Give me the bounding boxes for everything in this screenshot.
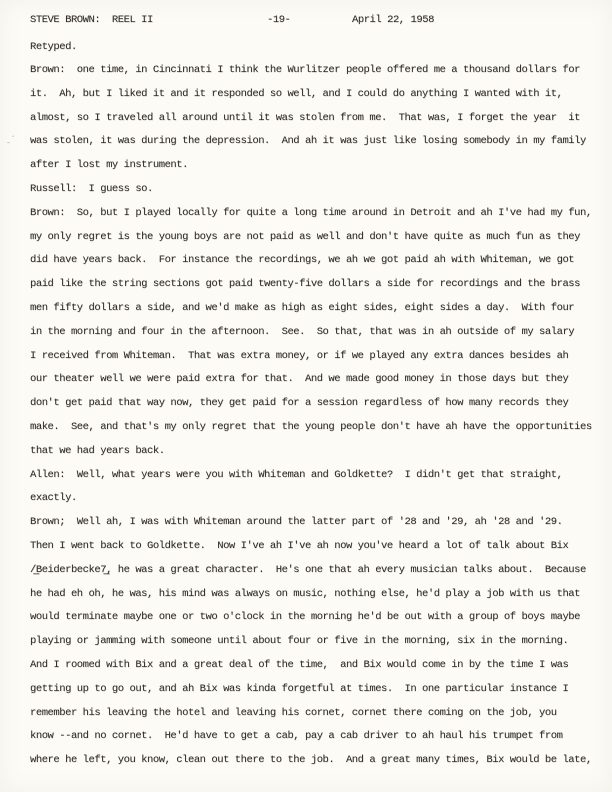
transcript-line: Brown: So, but I played locally for quite a long time around in Detroit and ah I've had my fun, — [30, 206, 592, 219]
transcript-line: Brown: one time, in Cincinnati I think the Wurlitzer people offered me a thousand dollars for — [30, 64, 580, 76]
transcript-line: remember his leaving the hotel and leaving his cornet, cornet there coming on the job, you — [30, 706, 557, 719]
transcript-line: in the morning and four in the afternoon. See. So that, that was in ah outside of my salary — [30, 325, 575, 338]
transcript-line: our theater well we were paid extra for that. And we made good money in those days but they — [30, 373, 569, 386]
transcript-line: Allen: Well, what years were you with Whiteman and Goldkette? I didn't get that straight, — [30, 468, 563, 481]
transcript-line: would terminate maybe one or two o'clock in the morning he'd be out with a group of boys maybe — [30, 611, 580, 624]
transcript-line: Russell: I guess so. — [30, 182, 153, 195]
transcript-line: make. See, and that's my only regret that the young people don't have ah have the opportunities — [30, 420, 592, 433]
transcript-body — [30, 59, 602, 773]
header-date: April 22, 1958 — [352, 14, 434, 26]
transcript-line: getting up to go out, and ah Bix was kinda forgetful at times. In one particular instance I — [30, 682, 569, 695]
transcript-line: almost, so I traveled all around until it was stolen from me. That was, I forget the year it — [30, 111, 580, 124]
transcript-line: And I roomed with Bix and a great deal of the time, and Bix would come in by the time I was — [30, 658, 569, 671]
transcript-line: he had eh oh, he was, his mind was always on music, nothing else, he'd play a job with us that — [30, 587, 580, 600]
document-title: STEVE BROWN: REEL II — [30, 14, 153, 26]
transcript-line: I received from Whiteman. That was extra money, or if we played any extra dances besides ah — [30, 349, 569, 362]
transcript-line: men fifty dollars a side, and we'd make as high as eight sides, eight sides a day. With four — [30, 301, 575, 314]
transcript-line: did have years back. For instance the recordings, we ah we got paid ah with Whiteman, we got — [30, 254, 575, 267]
transcript-line: that we had years back. — [30, 444, 165, 457]
page-header — [0, 14, 612, 30]
transcript-line: it. Ah, but I liked it and it responded so well, and I could do anything I wanted with it, — [30, 87, 563, 100]
transcript-line: /̲Beiderbecke7̲, he was a great character. He's one that ah every musician talks about. Because — [30, 563, 586, 576]
transcript-line: Then I went back to Goldkette. Now I've ah I've ah now you've heard a lot of talk about Bix — [30, 539, 569, 552]
transcript-line: was stolen, it was during the depression. And ah it was just like losing somebody in my family — [30, 135, 586, 148]
page-number: -19- — [267, 14, 291, 26]
transcript-line: Brown; Well ah, I was with Whiteman around the latter part of '28 and '29, ah '28 and '29. — [30, 516, 563, 529]
transcript-line: know --and no cornet. He'd have to get a cab, pay a cab driver to ah haul his trumpet from — [30, 730, 563, 743]
transcript-line: paid like the string sections got paid twenty-five dollars a side for recordings and the brass — [30, 278, 580, 291]
transcript-line: don't get paid that way now, they get paid for a session regardless of how many records they — [30, 397, 569, 410]
transcript-line: exactly. — [30, 492, 77, 505]
transcript-line: where he left, you know, clean out there to the job. And a great many times, Bix would be late, — [30, 754, 592, 767]
transcript-line: my only regret is the young boys are not paid as well and don't have quite as much fun as they — [30, 230, 580, 243]
scan-artifact-mark: ˍˊ — [6, 136, 16, 145]
transcript-line: after I lost my instrument. — [30, 159, 188, 172]
transcript-line: playing or jamming with someone until about four or five in the morning, six in the morning. — [30, 635, 569, 648]
retyped-label: Retyped. — [30, 41, 77, 53]
